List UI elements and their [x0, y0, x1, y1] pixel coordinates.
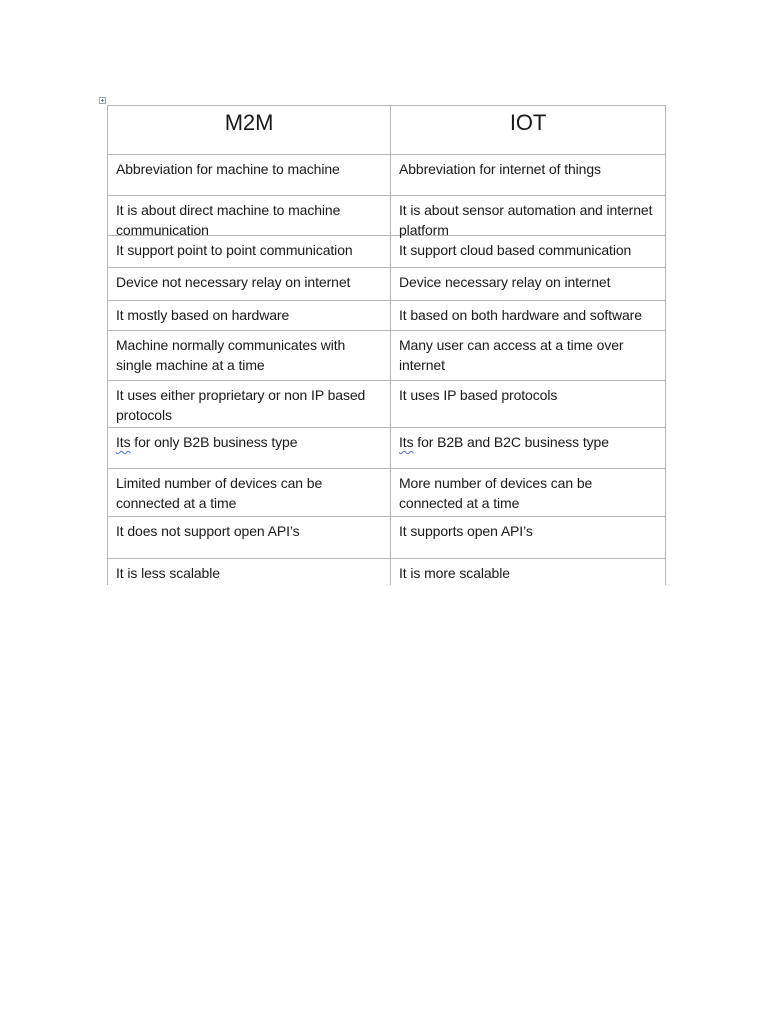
table-cell: It is about sensor automation and internet platform	[391, 196, 666, 235]
table-row	[107, 301, 666, 331]
table-cell: Abbreviation for machine to machine	[107, 155, 391, 195]
table-cell: Device not necessary relay on internet	[107, 268, 391, 300]
table-cell: It based on both hardware and software	[391, 301, 666, 330]
spellcheck-word: Its	[399, 434, 414, 450]
table-row	[107, 331, 666, 381]
table-cell: It uses either proprietary or non IP based protocols	[107, 381, 391, 427]
table-row	[107, 155, 666, 196]
table-row	[107, 268, 666, 301]
table-row	[107, 559, 666, 585]
comparison-table	[107, 105, 666, 585]
table-cell: Many user can access at a time over internet	[391, 331, 666, 380]
table-row	[107, 469, 666, 517]
table-cell: It is about direct machine to machine communication	[107, 196, 391, 235]
table-cell: It is less scalable	[107, 559, 391, 585]
table-cell: It supports open API’s	[391, 517, 666, 558]
table-row	[107, 517, 666, 559]
table-cell: It support point to point communication	[107, 236, 391, 267]
table-cell: Its for B2B and B2C business type	[391, 428, 666, 468]
header-m2m: M2M	[107, 106, 391, 154]
table-row	[107, 381, 666, 428]
table-cell: Abbreviation for internet of things	[391, 155, 666, 195]
table-row	[107, 196, 666, 236]
table-cell: Device necessary relay on internet	[391, 268, 666, 300]
table-cell: Its for only B2B business type	[107, 428, 391, 468]
table-cell: It uses IP based protocols	[391, 381, 666, 427]
table-cell: More number of devices can be connected at a time	[391, 469, 666, 516]
table-header-row	[107, 106, 666, 155]
table-cell: It support cloud based communication	[391, 236, 666, 267]
spellcheck-word: Its	[116, 434, 131, 450]
table-cell: Limited number of devices can be connected at a time	[107, 469, 391, 516]
header-iot: IOT	[391, 106, 666, 154]
table-cell: It mostly based on hardware	[107, 301, 391, 330]
table-cell: It does not support open API’s	[107, 517, 391, 558]
table-cell: Machine normally communicates with single machine at a time	[107, 331, 391, 380]
table-row	[107, 428, 666, 469]
table-cell: It is more scalable	[391, 559, 666, 585]
table-row	[107, 236, 666, 268]
table-move-handle-icon[interactable]	[99, 97, 106, 104]
